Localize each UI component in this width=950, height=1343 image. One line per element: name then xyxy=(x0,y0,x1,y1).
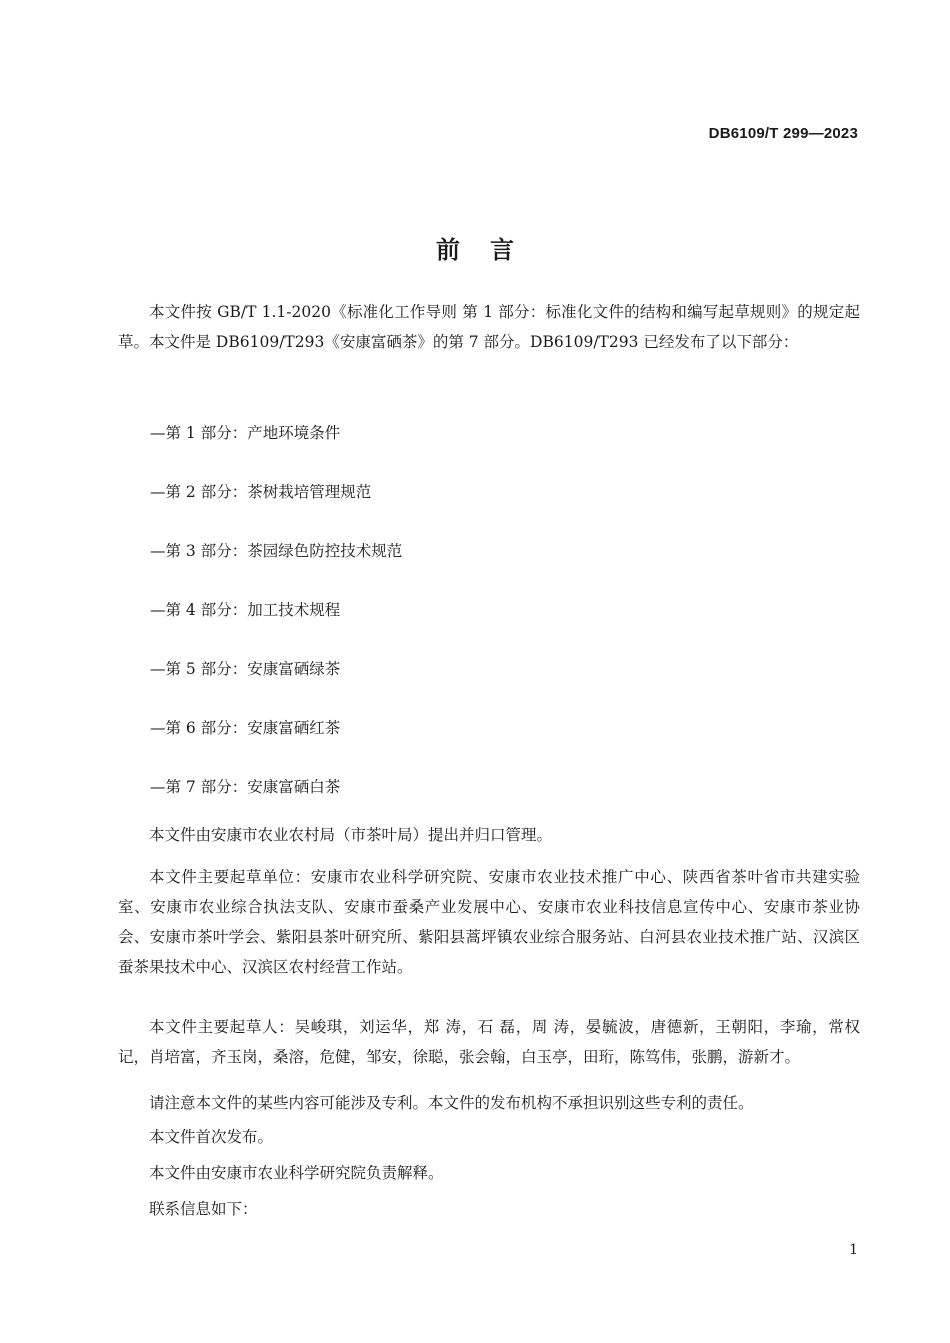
list-item: —第 2 部分：茶树栽培管理规范 xyxy=(150,483,372,501)
list-item: —第 3 部分：茶园绿色防控技术规范 xyxy=(150,542,403,560)
interpreter-note: 本文件由安康市农业科学研究院负责解释。 xyxy=(149,1164,444,1182)
contact-heading: 联系信息如下： xyxy=(149,1200,258,1218)
list-item: —第 1 部分：产地环境条件 xyxy=(150,424,341,442)
document-code: DB6109/T 299—2023 xyxy=(708,125,858,142)
patent-notice: 请注意本文件的某些内容可能涉及专利。本文件的发布机构不承担识别这些专利的责任。 xyxy=(149,1094,754,1112)
list-item: —第 4 部分：加工技术规程 xyxy=(150,601,341,619)
page-number: 1 xyxy=(849,1242,858,1258)
drafting-units-paragraph: 本文件主要起草单位：安康市农业科学研究院、安康市农业技术推广中心、陕西省茶叶省市共建实验室、安康市农业综合执法支队、安康市蚕桑产业发展中心、安康市农业科技信息宣传中心、安康市茶业协会、安康市茶叶学会、紫阳县茶叶研究所、紫阳县蒿坪镇农业综合服务站、白河县农业技术推广站、汉滨区蚕茶果技术中心、汉滨区农村经营工作站。 xyxy=(118,868,860,976)
list-item: —第 7 部分：安康富硒白茶 xyxy=(150,778,341,796)
drafters-paragraph: 本文件主要起草人：吴峻琪，刘运华，郑 涛，石 磊，周 涛，晏毓波，唐德新，王朝阳，李瑜，常权记，肖培富，齐玉岗，桑溶，危健，邹安，徐聪，张会翰，白玉亭，田珩，陈笃伟，张鹏，游新才。 xyxy=(118,1018,860,1066)
proposer-paragraph: 本文件由安康市农业农村局（市茶叶局）提出并归口管理。 xyxy=(149,826,553,844)
list-item: —第 6 部分：安康富硒红茶 xyxy=(150,719,341,737)
page-title: 前言 xyxy=(436,236,544,264)
intro-paragraph: 本文件按 GB/T 1.1-2020《标准化工作导则 第 1 部分：标准化文件的结构和编写起草规则》的规定起草。本文件是 DB6109/T293《安康富硒茶》的第 7 部分。DB6109/T293 已经发布了以下部分： xyxy=(118,303,860,351)
list-item: —第 5 部分：安康富硒绿茶 xyxy=(150,660,341,678)
first-release-note: 本文件首次发布。 xyxy=(149,1128,274,1146)
